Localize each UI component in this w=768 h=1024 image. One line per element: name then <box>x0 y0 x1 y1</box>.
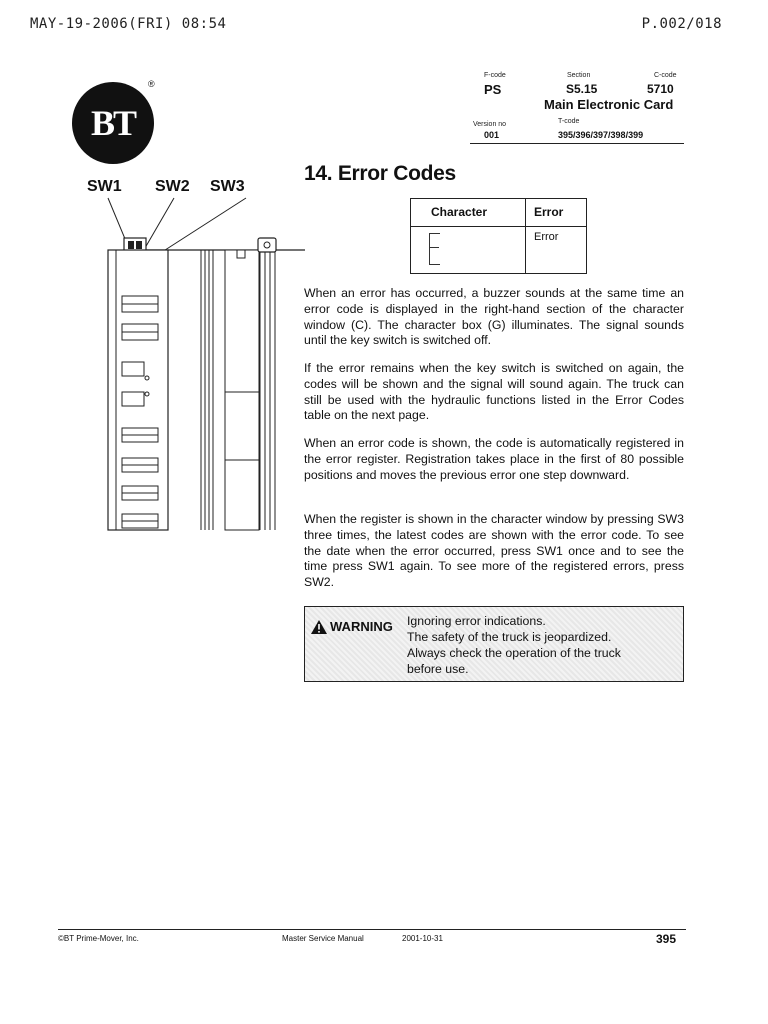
sw2-label: SW2 <box>155 178 190 195</box>
character-glyph-cell <box>411 227 526 274</box>
footer-copyright: ©BT Prime-Mover, Inc. <box>58 934 139 943</box>
paragraph-1: When an error has occurred, a buzzer sounds at the same time an error code is displayed in the right-hand section of the character window (C). The character box (G) illuminates. The signal sounds until the key switch is switched off. <box>304 286 684 348</box>
ccode-value: 5710 <box>647 82 674 96</box>
table-row <box>411 227 587 274</box>
paragraph-3: When an error code is shown, the code is automatically registered in the error register. Registration takes place in the first of 80 possible positions and moves the previous error one step downward. <box>304 436 684 482</box>
table-header-error: Error <box>526 199 587 227</box>
paragraph-4: When the register is shown in the character window by pressing SW3 three times, the latest codes are shown with the error code. To see the date when the error occurred, press SW1 once and to see the time press SW1 again. To see more of the registered errors, press SW2. <box>304 512 684 590</box>
tcode-label: T-code <box>558 118 580 125</box>
section-value: S5.15 <box>566 82 598 96</box>
fax-page-number: P.002/018 <box>641 16 722 32</box>
fcode-label: F-code <box>484 72 506 79</box>
error-description-cell: Error <box>526 227 587 274</box>
warning-box <box>304 606 684 682</box>
version-value: 001 <box>484 130 500 140</box>
section-label: Section <box>567 72 591 79</box>
table-header-character: Character <box>411 199 526 227</box>
warning-line-3: Always check the operation of the truck <box>407 646 621 660</box>
footer-rule <box>58 929 686 930</box>
error-code-table <box>410 198 587 274</box>
registered-mark: ® <box>148 79 155 89</box>
version-label: Version no <box>473 121 507 128</box>
warning-label <box>311 619 393 634</box>
paragraph-2: If the error remains when the key switch is switched on again, the codes will be shown and the signal will sound again. The truck can still be used with the hydraulic functions listed in the Error Codes table on the next page. <box>304 361 684 423</box>
fax-timestamp: MAY-19-2006(FRI) 08:54 <box>30 16 227 32</box>
ccode-label: C-code <box>654 72 677 79</box>
sw3-label: SW3 <box>210 178 245 195</box>
footer-date: 2001-10-31 <box>402 934 443 943</box>
footer-page-number: 395 <box>656 932 677 946</box>
bt-logo: BT <box>72 82 154 164</box>
section-title: 14. Error Codes <box>304 162 456 185</box>
footer-manual-title: Master Service Manual <box>282 934 364 943</box>
header-rule <box>470 143 684 144</box>
tcode-value: 395/396/397/398/399 <box>558 130 644 140</box>
table-header-row <box>411 199 587 227</box>
warning-line-4: before use. <box>407 662 469 676</box>
warning-text <box>407 613 621 677</box>
circuit-board-illustration <box>100 196 305 532</box>
warning-line-2: The safety of the truck is jeopardized. <box>407 630 612 644</box>
component-name: Main Electronic Card <box>544 97 674 112</box>
fcode-value: PS <box>484 82 502 97</box>
sw1-label: SW1 <box>87 178 122 195</box>
warning-triangle-icon <box>311 620 327 634</box>
warning-line-1: Ignoring error indications. <box>407 614 546 628</box>
segment-e-icon <box>429 233 440 265</box>
warning-label-text: WARNING <box>330 619 393 634</box>
